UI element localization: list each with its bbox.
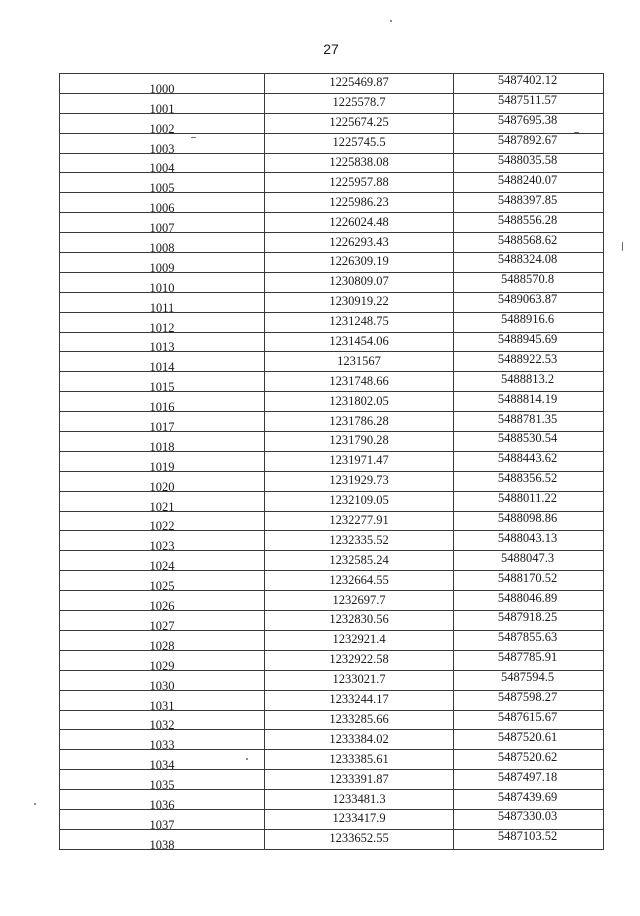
x-coordinate-cell xyxy=(265,571,454,591)
point-id-cell xyxy=(60,750,265,770)
y-coordinate-value: 5488443.62 xyxy=(497,451,558,466)
x-coordinate-cell xyxy=(265,451,454,471)
y-coordinate-cell xyxy=(454,213,604,233)
table-row xyxy=(60,133,604,153)
point-id-value: 1026 xyxy=(149,599,175,611)
x-coordinate-value: 1231454.06 xyxy=(329,334,389,349)
table-row xyxy=(60,253,604,273)
y-coordinate-value: 5487892.67 xyxy=(497,133,558,148)
x-coordinate-value: 1231929.73 xyxy=(329,473,389,488)
x-coordinate-value: 1225674.25 xyxy=(329,115,389,130)
y-coordinate-value: 5488945.69 xyxy=(497,332,558,347)
table-row xyxy=(60,272,604,292)
y-coordinate-cell xyxy=(454,113,604,133)
scan-speck xyxy=(622,242,623,251)
table-row xyxy=(60,809,604,829)
scan-speck xyxy=(390,20,392,22)
point-id-value: 1001 xyxy=(149,101,175,114)
x-coordinate-cell xyxy=(265,432,454,452)
table-row xyxy=(60,829,604,849)
point-id-cell xyxy=(60,630,265,650)
x-coordinate-cell xyxy=(265,372,454,392)
point-id-cell xyxy=(60,531,265,551)
table-row xyxy=(60,352,604,372)
point-id-cell xyxy=(60,253,265,273)
table-row xyxy=(60,233,604,253)
point-id-cell xyxy=(60,233,265,253)
point-id-value: 1010 xyxy=(149,280,175,293)
x-coordinate-cell xyxy=(265,292,454,312)
x-coordinate-value: 1233244.17 xyxy=(329,692,389,707)
y-coordinate-cell xyxy=(454,272,604,292)
point-id-value: 1032 xyxy=(149,718,175,730)
x-coordinate-value: 1226309.19 xyxy=(329,254,389,269)
table-row xyxy=(60,730,604,750)
y-coordinate-cell xyxy=(454,471,604,491)
point-id-cell xyxy=(60,650,265,670)
y-coordinate-value: 5488781.35 xyxy=(497,411,558,426)
x-coordinate-cell xyxy=(265,790,454,810)
scan-speck xyxy=(191,137,196,138)
point-id-value: 1035 xyxy=(149,778,175,790)
y-coordinate-value: 5488043.13 xyxy=(497,530,558,545)
table-row xyxy=(60,790,604,810)
table-row xyxy=(60,153,604,173)
point-id-cell xyxy=(60,670,265,690)
coordinate-table xyxy=(59,73,604,850)
x-coordinate-value: 1232109.05 xyxy=(329,493,389,508)
x-coordinate-value: 1231248.75 xyxy=(329,314,389,329)
x-coordinate-cell xyxy=(265,233,454,253)
point-id-cell xyxy=(60,133,265,153)
point-id-cell xyxy=(60,312,265,332)
table-row xyxy=(60,113,604,133)
x-coordinate-value: 1232921.4 xyxy=(332,632,386,647)
y-coordinate-cell xyxy=(454,531,604,551)
point-id-value: 1003 xyxy=(149,141,175,154)
table-row xyxy=(60,173,604,193)
x-coordinate-value: 1233385.61 xyxy=(329,751,389,766)
x-coordinate-value: 1231790.28 xyxy=(329,433,389,448)
point-id-value: 1012 xyxy=(149,320,175,333)
point-id-cell xyxy=(60,193,265,213)
x-coordinate-value: 1233021.7 xyxy=(332,672,386,687)
point-id-cell xyxy=(60,372,265,392)
y-coordinate-cell xyxy=(454,690,604,710)
x-coordinate-cell xyxy=(265,591,454,611)
y-coordinate-cell xyxy=(454,710,604,730)
x-coordinate-cell xyxy=(265,531,454,551)
x-coordinate-cell xyxy=(265,392,454,412)
point-id-value: 1020 xyxy=(149,479,175,492)
point-id-cell xyxy=(60,451,265,471)
x-coordinate-value: 1231802.05 xyxy=(329,393,389,408)
table-row xyxy=(60,571,604,591)
point-id-value: 1006 xyxy=(149,201,175,213)
x-coordinate-value: 1230809.07 xyxy=(329,274,389,289)
x-coordinate-value: 1232664.55 xyxy=(329,572,389,587)
point-id-value: 1036 xyxy=(149,797,175,810)
y-coordinate-value: 5488922.53 xyxy=(497,351,558,366)
x-coordinate-cell xyxy=(265,213,454,233)
point-id-cell xyxy=(60,352,265,372)
y-coordinate-cell xyxy=(454,153,604,173)
table-row xyxy=(60,332,604,352)
y-coordinate-cell xyxy=(454,571,604,591)
y-coordinate-cell xyxy=(454,730,604,750)
point-id-value: 1027 xyxy=(149,618,175,631)
point-id-cell xyxy=(60,551,265,571)
y-coordinate-value: 5488530.54 xyxy=(497,431,558,446)
point-id-value: 1028 xyxy=(149,638,175,651)
x-coordinate-value: 1231748.66 xyxy=(329,373,389,388)
y-coordinate-value: 5488568.62 xyxy=(497,232,558,247)
x-coordinate-cell xyxy=(265,312,454,332)
x-coordinate-cell xyxy=(265,93,454,113)
x-coordinate-cell xyxy=(265,750,454,770)
point-id-value: 1025 xyxy=(149,579,175,591)
x-coordinate-value: 1232697.7 xyxy=(332,592,386,607)
x-coordinate-cell xyxy=(265,809,454,829)
y-coordinate-cell xyxy=(454,750,604,770)
x-coordinate-value: 1225578.7 xyxy=(332,95,386,110)
point-id-value: 1038 xyxy=(149,837,175,850)
y-coordinate-value: 5487695.38 xyxy=(497,113,558,128)
table-row xyxy=(60,451,604,471)
y-coordinate-cell xyxy=(454,591,604,611)
x-coordinate-cell xyxy=(265,272,454,292)
coordinate-table-body xyxy=(60,74,604,850)
x-coordinate-value: 1233384.02 xyxy=(329,731,389,746)
y-coordinate-cell xyxy=(454,253,604,273)
table-row xyxy=(60,392,604,412)
y-coordinate-value: 5487918.25 xyxy=(497,610,558,625)
y-coordinate-cell xyxy=(454,630,604,650)
point-id-cell xyxy=(60,213,265,233)
table-row xyxy=(60,690,604,710)
table-row xyxy=(60,551,604,571)
point-id-value: 1022 xyxy=(149,519,175,531)
table-row xyxy=(60,193,604,213)
x-coordinate-value: 1231567 xyxy=(337,353,381,368)
y-coordinate-cell xyxy=(454,173,604,193)
point-id-value: 1019 xyxy=(149,459,175,472)
y-coordinate-value: 5488556.28 xyxy=(497,212,558,227)
point-id-cell xyxy=(60,332,265,352)
table-row xyxy=(60,611,604,631)
x-coordinate-value: 1226024.48 xyxy=(329,214,389,229)
y-coordinate-value: 5487598.27 xyxy=(497,690,558,705)
x-coordinate-cell xyxy=(265,690,454,710)
point-id-value: 1014 xyxy=(149,360,175,372)
x-coordinate-cell xyxy=(265,551,454,571)
x-coordinate-cell xyxy=(265,133,454,153)
y-coordinate-cell xyxy=(454,829,604,849)
table-row xyxy=(60,670,604,690)
y-coordinate-cell xyxy=(454,133,604,153)
y-coordinate-value: 5487520.62 xyxy=(497,749,558,764)
y-coordinate-value: 5488916.6 xyxy=(500,312,555,327)
y-coordinate-value: 5487330.03 xyxy=(497,809,558,824)
x-coordinate-value: 1225745.5 xyxy=(332,135,386,150)
point-id-cell xyxy=(60,412,265,432)
x-coordinate-cell xyxy=(265,153,454,173)
x-coordinate-cell xyxy=(265,630,454,650)
y-coordinate-value: 5488240.07 xyxy=(497,172,558,187)
y-coordinate-cell xyxy=(454,412,604,432)
point-id-cell xyxy=(60,730,265,750)
point-id-cell xyxy=(60,173,265,193)
point-id-cell xyxy=(60,770,265,790)
x-coordinate-value: 1231786.28 xyxy=(329,413,389,428)
y-coordinate-cell xyxy=(454,511,604,531)
point-id-cell xyxy=(60,292,265,312)
point-id-value: 1013 xyxy=(149,340,175,352)
point-id-value: 1030 xyxy=(149,678,175,691)
y-coordinate-value: 5488011.22 xyxy=(498,491,557,506)
table-row xyxy=(60,432,604,452)
y-coordinate-cell xyxy=(454,770,604,790)
y-coordinate-value: 5487520.61 xyxy=(497,729,558,744)
y-coordinate-value: 5488324.08 xyxy=(497,252,558,267)
y-coordinate-cell xyxy=(454,352,604,372)
y-coordinate-cell xyxy=(454,790,604,810)
y-coordinate-value: 5487855.63 xyxy=(497,630,558,645)
y-coordinate-value: 5487615.67 xyxy=(497,710,558,724)
point-id-cell xyxy=(60,591,265,611)
scan-speck xyxy=(246,758,248,760)
y-coordinate-value: 5488570.8 xyxy=(500,272,555,287)
x-coordinate-cell xyxy=(265,491,454,511)
page-number: 27 xyxy=(323,41,339,57)
table-row xyxy=(60,372,604,392)
table-row xyxy=(60,292,604,312)
x-coordinate-cell xyxy=(265,332,454,352)
point-id-cell xyxy=(60,74,265,94)
y-coordinate-value: 5488098.86 xyxy=(497,511,558,526)
table-row xyxy=(60,531,604,551)
x-coordinate-value: 1232335.52 xyxy=(329,532,389,547)
y-coordinate-cell xyxy=(454,93,604,113)
point-id-value: 1002 xyxy=(149,121,175,134)
x-coordinate-value: 1226293.43 xyxy=(329,234,389,249)
table-row xyxy=(60,630,604,650)
x-coordinate-cell xyxy=(265,670,454,690)
point-id-value: 1011 xyxy=(149,300,175,313)
x-coordinate-cell xyxy=(265,471,454,491)
point-id-cell xyxy=(60,153,265,173)
x-coordinate-value: 1233417.9 xyxy=(332,811,386,826)
table-row xyxy=(60,93,604,113)
x-coordinate-value: 1232585.24 xyxy=(329,552,389,567)
x-coordinate-cell xyxy=(265,730,454,750)
x-coordinate-cell xyxy=(265,253,454,273)
y-coordinate-value: 5488356.52 xyxy=(497,471,558,486)
y-coordinate-cell xyxy=(454,292,604,312)
table-row xyxy=(60,770,604,790)
point-id-value: 1034 xyxy=(149,758,175,770)
y-coordinate-cell xyxy=(454,451,604,471)
point-id-cell xyxy=(60,272,265,292)
x-coordinate-cell xyxy=(265,710,454,730)
point-id-cell xyxy=(60,829,265,849)
table-row xyxy=(60,491,604,511)
x-coordinate-cell xyxy=(265,611,454,631)
scan-speck xyxy=(34,803,36,805)
y-coordinate-value: 5488046.89 xyxy=(497,590,558,605)
point-id-cell xyxy=(60,491,265,511)
x-coordinate-value: 1232830.56 xyxy=(329,612,389,627)
point-id-cell xyxy=(60,790,265,810)
point-id-cell xyxy=(60,471,265,491)
y-coordinate-value: 5487511.57 xyxy=(498,93,557,108)
x-coordinate-value: 1225469.87 xyxy=(329,75,389,90)
x-coordinate-value: 1231971.47 xyxy=(329,453,389,468)
y-coordinate-cell xyxy=(454,551,604,571)
x-coordinate-value: 1225957.88 xyxy=(329,174,389,189)
point-id-cell xyxy=(60,809,265,829)
x-coordinate-value: 1233652.55 xyxy=(329,831,389,846)
point-id-value: 1023 xyxy=(149,539,175,551)
point-id-value: 1029 xyxy=(149,658,175,671)
point-id-value: 1000 xyxy=(149,81,175,94)
point-id-value: 1024 xyxy=(149,559,175,571)
y-coordinate-cell xyxy=(454,193,604,213)
y-coordinate-cell xyxy=(454,432,604,452)
table-row xyxy=(60,710,604,730)
point-id-value: 1037 xyxy=(149,817,175,830)
x-coordinate-cell xyxy=(265,829,454,849)
point-id-value: 1033 xyxy=(149,738,175,750)
x-coordinate-cell xyxy=(265,113,454,133)
y-coordinate-cell xyxy=(454,650,604,670)
point-id-value: 1031 xyxy=(149,698,175,710)
x-coordinate-value: 1232277.91 xyxy=(329,513,389,528)
y-coordinate-value: 5487785.91 xyxy=(497,650,558,665)
table-row xyxy=(60,650,604,670)
x-coordinate-value: 1225838.08 xyxy=(329,155,389,169)
y-coordinate-cell xyxy=(454,670,604,690)
x-coordinate-value: 1233391.87 xyxy=(329,771,389,786)
point-id-value: 1005 xyxy=(149,181,175,193)
y-coordinate-cell xyxy=(454,809,604,829)
point-id-cell xyxy=(60,690,265,710)
point-id-value: 1016 xyxy=(149,400,175,412)
y-coordinate-cell xyxy=(454,392,604,412)
x-coordinate-value: 1225986.23 xyxy=(329,194,389,209)
y-coordinate-cell xyxy=(454,233,604,253)
point-id-value: 1008 xyxy=(149,241,175,253)
table-row xyxy=(60,312,604,332)
y-coordinate-cell xyxy=(454,491,604,511)
y-coordinate-cell xyxy=(454,611,604,631)
y-coordinate-value: 5487103.52 xyxy=(497,829,558,844)
y-coordinate-value: 5487497.18 xyxy=(497,769,558,784)
scan-speck xyxy=(574,132,579,133)
y-coordinate-value: 5488397.85 xyxy=(497,192,558,207)
point-id-value: 1015 xyxy=(149,380,175,392)
x-coordinate-cell xyxy=(265,650,454,670)
y-coordinate-value: 5488813.2 xyxy=(500,371,555,386)
point-id-value: 1004 xyxy=(149,161,175,173)
x-coordinate-value: 1233481.3 xyxy=(332,791,386,806)
point-id-cell xyxy=(60,432,265,452)
table-row xyxy=(60,213,604,233)
y-coordinate-value: 5488170.52 xyxy=(497,570,558,585)
x-coordinate-cell xyxy=(265,352,454,372)
point-id-cell xyxy=(60,611,265,631)
x-coordinate-value: 1230919.22 xyxy=(329,294,389,309)
x-coordinate-cell xyxy=(265,193,454,213)
point-id-cell xyxy=(60,511,265,531)
x-coordinate-cell xyxy=(265,511,454,531)
table-row xyxy=(60,511,604,531)
table-row xyxy=(60,74,604,94)
point-id-value: 1017 xyxy=(149,420,175,432)
point-id-cell xyxy=(60,392,265,412)
point-id-value: 1018 xyxy=(149,439,175,452)
x-coordinate-cell xyxy=(265,173,454,193)
y-coordinate-value: 5487594.5 xyxy=(500,670,555,685)
table-row xyxy=(60,591,604,611)
point-id-cell xyxy=(60,93,265,113)
point-id-value: 1007 xyxy=(149,221,175,233)
table-row xyxy=(60,412,604,432)
y-coordinate-value: 5488047.3 xyxy=(500,550,555,565)
y-coordinate-cell xyxy=(454,312,604,332)
x-coordinate-cell xyxy=(265,770,454,790)
x-coordinate-value: 1232922.58 xyxy=(329,652,389,667)
point-id-value: 1021 xyxy=(149,499,175,512)
point-id-cell xyxy=(60,710,265,730)
y-coordinate-cell xyxy=(454,372,604,392)
x-coordinate-value: 1233285.66 xyxy=(329,711,389,726)
table-row xyxy=(60,471,604,491)
point-id-cell xyxy=(60,113,265,133)
y-coordinate-value: 5489063.87 xyxy=(497,292,558,307)
y-coordinate-value: 5488814.19 xyxy=(497,391,558,406)
table-row xyxy=(60,750,604,770)
y-coordinate-cell xyxy=(454,74,604,94)
y-coordinate-cell xyxy=(454,332,604,352)
point-id-value: 1009 xyxy=(149,260,175,273)
x-coordinate-cell xyxy=(265,412,454,432)
y-coordinate-value: 5487402.12 xyxy=(497,73,558,88)
y-coordinate-value: 5487439.69 xyxy=(497,789,558,804)
x-coordinate-cell xyxy=(265,74,454,94)
point-id-cell xyxy=(60,571,265,591)
y-coordinate-value: 5488035.58 xyxy=(497,153,558,167)
